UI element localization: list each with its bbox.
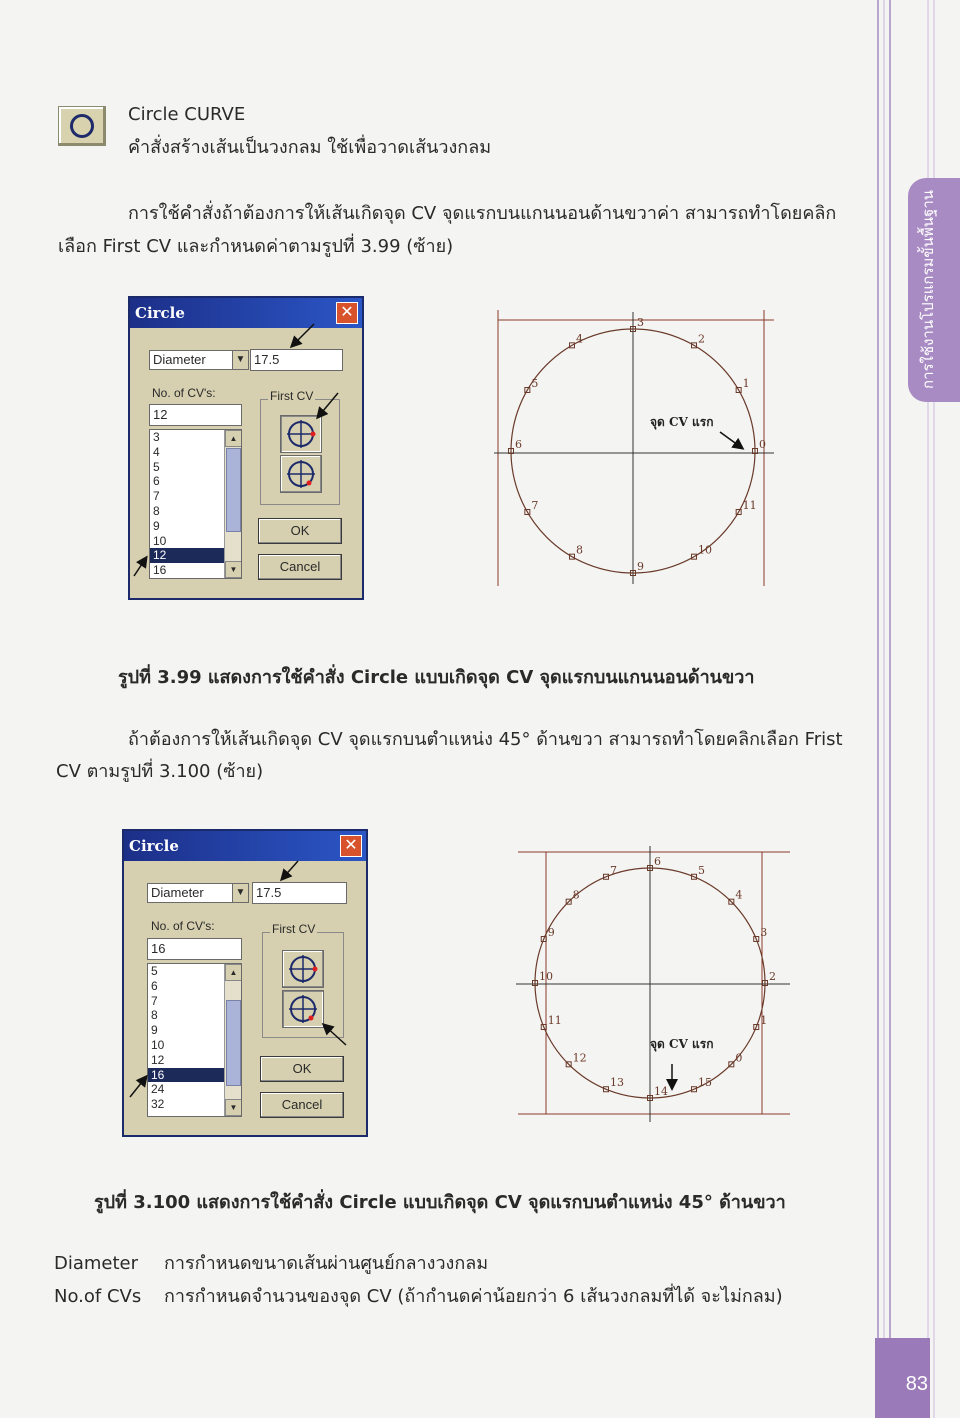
cv-point-label: 6 xyxy=(654,855,661,868)
list-item[interactable]: 10 xyxy=(151,1037,165,1052)
figure-1-caption: รูปที่ 3.99 แสดงการใช้คำสั่ง Circle แบบเกิดจุด CV จุดแรกบนแกนนอนด้านขวา xyxy=(118,667,755,688)
cv-count-input[interactable]: 16 xyxy=(147,938,242,960)
first-cv-annotation: จุด CV แรก xyxy=(650,1037,714,1051)
cv-point-label: 4 xyxy=(735,888,743,902)
cv-point-label: 9 xyxy=(547,925,555,939)
definition-desc-cvs: การกำหนดจำนวนของจุด CV (ถ้ากำนดค่าน้อยกว่า 6 เส้นวงกลมที่ได้ จะไม่กลม) xyxy=(164,1286,783,1307)
list-item[interactable]: 12 xyxy=(151,1052,165,1067)
mode-dropdown-value: Diameter xyxy=(151,885,204,900)
circle-tool-icon xyxy=(58,106,106,146)
cv-point-label: 13 xyxy=(609,1076,624,1090)
cv-point-label: 3 xyxy=(637,316,644,329)
list-item[interactable]: 32 xyxy=(151,1097,165,1112)
cv-point-label: 1 xyxy=(760,1014,768,1028)
close-icon[interactable]: ✕ xyxy=(340,835,362,857)
cv-point-label: 3 xyxy=(760,925,768,939)
cv-count-input[interactable]: 12 xyxy=(149,404,242,426)
list-item[interactable]: 5 xyxy=(151,964,158,978)
scroll-up-icon[interactable]: ▲ xyxy=(225,964,242,981)
cv-point-label: 10 xyxy=(539,970,553,983)
ok-button[interactable]: OK xyxy=(258,518,342,544)
cv-point-label: 2 xyxy=(769,970,776,983)
cv-point-label: 0 xyxy=(759,438,766,451)
cv-point-label: 1 xyxy=(742,377,750,390)
list-item[interactable]: 24 xyxy=(151,1082,165,1097)
scroll-up-icon[interactable]: ▲ xyxy=(225,430,242,447)
cv-point-label: 15 xyxy=(698,1076,713,1090)
cv-point-label: 12 xyxy=(572,1051,587,1065)
cv-point-label: 7 xyxy=(609,863,617,877)
cv-point-label: 6 xyxy=(515,438,522,451)
cv-count-label: No. of CV's: xyxy=(152,386,216,400)
close-icon[interactable]: ✕ xyxy=(336,302,358,324)
paragraph-1-line-1: การใช้คำสั่งถ้าต้องการให้เส้นเกิดจุด CV จุดแรกบนแกนนอนด้านขวาค่า สามารถทำโดยคลิก xyxy=(128,203,837,224)
list-item[interactable]: 9 xyxy=(153,518,160,533)
cv-point-label: 10 xyxy=(698,543,712,557)
figure-2-caption: รูปที่ 3.100 แสดงการใช้คำสั่ง Circle แบบเกิดจุด CV จุดแรกบนตำแหน่ง 45° ด้านขวา xyxy=(94,1192,786,1213)
list-item[interactable]: 7 xyxy=(153,489,160,504)
chapter-tab xyxy=(908,178,960,402)
section-title: Circle CURVE xyxy=(128,104,246,125)
scroll-down-icon[interactable]: ▼ xyxy=(225,561,242,578)
definition-desc-diameter: การกำหนดขนาดเส้นผ่านศูนย์กลางวงกลม xyxy=(164,1253,489,1274)
paragraph-2-line-1: ถ้าต้องการให้เส้นเกิดจุด CV จุดแรกบนตำแหน่ง 45° ด้านขวา สามารถทำโดยคลิกเลือก Frist xyxy=(128,729,843,750)
list-item[interactable]: 12 xyxy=(150,548,241,563)
cv-point-label: 9 xyxy=(637,560,644,573)
list-item[interactable]: 16 xyxy=(153,563,167,578)
cancel-button[interactable]: Cancel xyxy=(260,1092,344,1118)
ok-button[interactable]: OK xyxy=(260,1056,344,1082)
dialog-title: Circle xyxy=(130,298,362,328)
cv-point-label: 5 xyxy=(531,377,539,390)
chevron-down-icon[interactable]: ▼ xyxy=(232,351,248,369)
diameter-input[interactable]: 17.5 xyxy=(250,349,343,371)
cv-count-label: No. of CV's: xyxy=(151,919,215,933)
cv-point-label: 8 xyxy=(572,888,580,902)
cv-diagram-2 xyxy=(516,842,792,1124)
cv-point-label: 5 xyxy=(698,863,706,877)
paragraph-1-line-2: เลือก First CV และกำหนดค่าตามรูปที่ 3.99 (ซ้าย) xyxy=(58,236,454,257)
mode-dropdown-value: Diameter xyxy=(153,352,206,367)
first-cv-label: First CV xyxy=(270,389,314,403)
page-number: 83 xyxy=(905,1373,928,1395)
chapter-tab-label: การใช้งานโปรแกรมขั้นพื้นฐาน xyxy=(919,190,937,390)
paragraph-2-line-2: CV ตามรูปที่ 3.100 (ซ้าย) xyxy=(56,761,264,782)
list-item[interactable]: 16 xyxy=(148,1068,241,1083)
first-cv-annotation: จุด CV แรก xyxy=(650,415,714,429)
list-item[interactable]: 6 xyxy=(153,474,160,489)
list-item[interactable]: 3 xyxy=(153,430,160,444)
cancel-button[interactable]: Cancel xyxy=(258,554,342,580)
section-subtitle: คำสั่งสร้างเส้นเป็นวงกลม ใช้เพื่อวาดเส้นวงกลม xyxy=(128,137,492,158)
cv-point-label: 2 xyxy=(698,332,705,346)
first-cv-label: First CV xyxy=(272,922,316,936)
scroll-down-icon[interactable]: ▼ xyxy=(225,1099,242,1116)
list-item[interactable]: 10 xyxy=(153,533,167,548)
chevron-down-icon[interactable]: ▼ xyxy=(232,884,248,902)
dialog-title: Circle xyxy=(124,831,366,861)
list-item[interactable]: 8 xyxy=(151,1008,158,1023)
cv-point-label: 14 xyxy=(654,1085,668,1098)
cv-point-label: 11 xyxy=(742,499,757,512)
definition-term-diameter: Diameter xyxy=(54,1253,139,1274)
cv-point-label: 11 xyxy=(547,1014,562,1028)
list-item[interactable]: 8 xyxy=(153,503,160,518)
page-number-box xyxy=(875,1338,930,1418)
list-item[interactable]: 5 xyxy=(153,459,160,474)
cv-point-label: 8 xyxy=(576,543,583,557)
annotation-arrows-1 xyxy=(128,296,360,596)
cv-point-label: 7 xyxy=(531,499,539,512)
cv-point-label: 4 xyxy=(576,332,583,346)
cv-diagram-1 xyxy=(494,308,778,588)
list-item[interactable]: 7 xyxy=(151,993,158,1008)
diameter-input[interactable]: 17.5 xyxy=(252,882,347,904)
list-item[interactable]: 6 xyxy=(151,978,158,993)
list-item[interactable]: 4 xyxy=(153,444,160,459)
definition-term-cvs: No.of CVs xyxy=(54,1286,142,1307)
list-item[interactable]: 9 xyxy=(151,1023,158,1038)
annotation-arrows-2 xyxy=(122,829,364,1133)
cv-point-label: 0 xyxy=(735,1051,743,1065)
